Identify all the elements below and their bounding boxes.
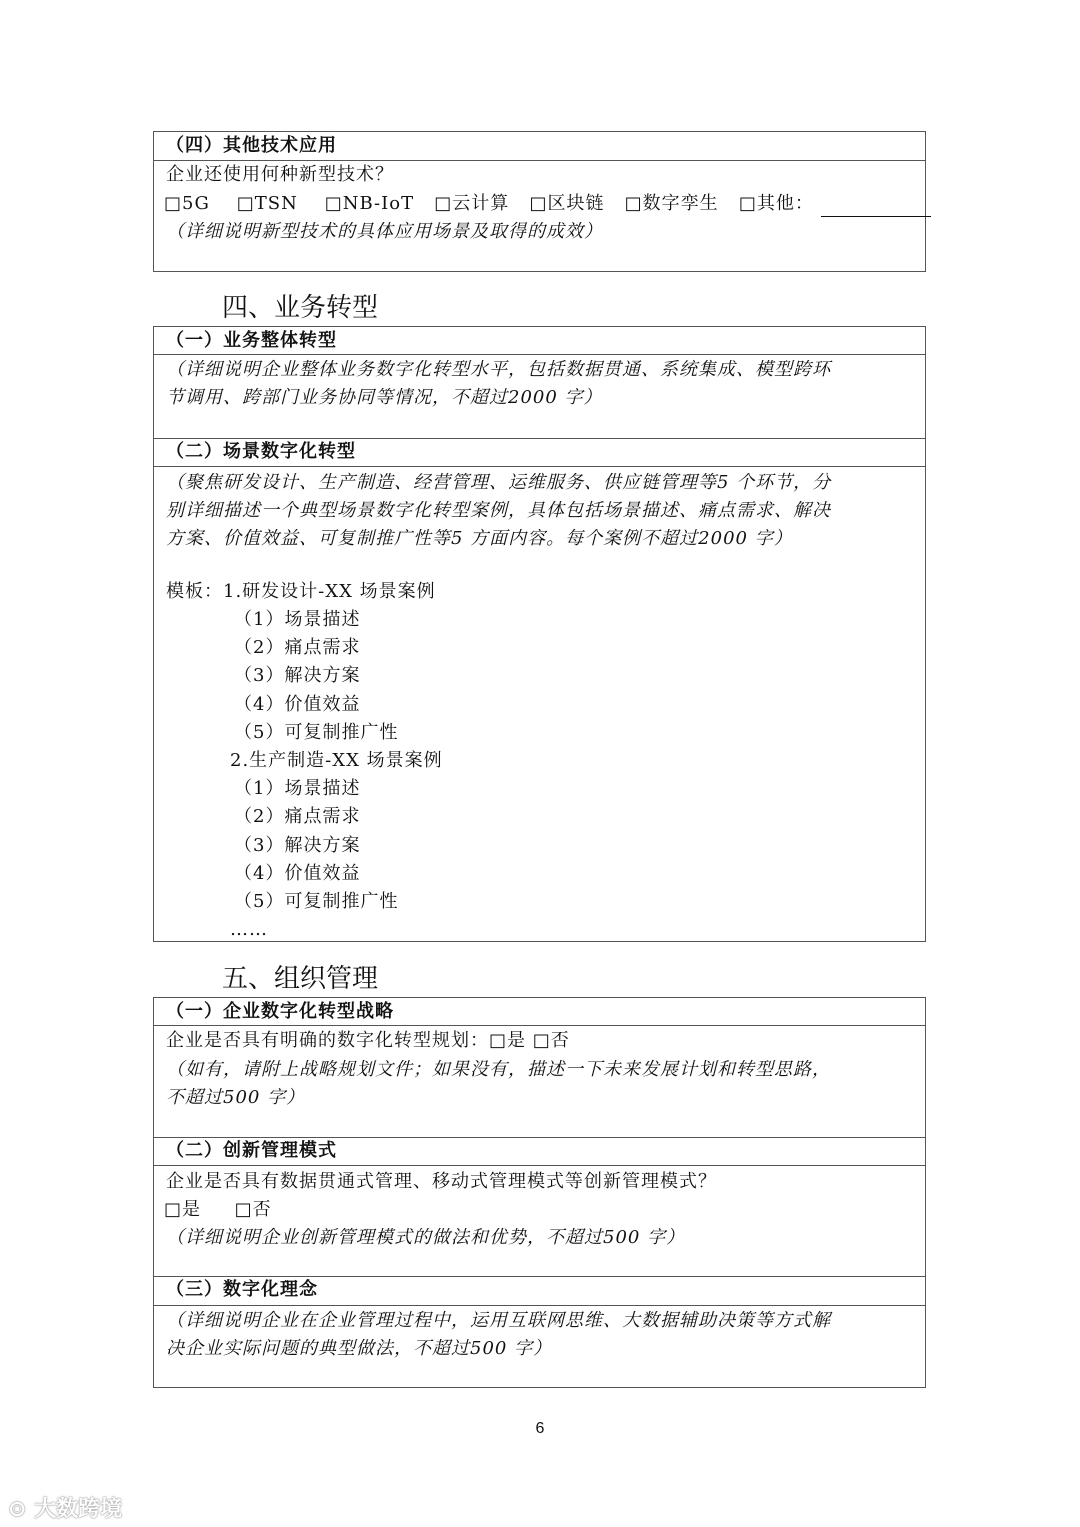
heading-business-transformation: 四、业务转型 xyxy=(222,293,379,323)
strategy-question[interactable]: 企业是否具有明确的数字化转型规划：□是 □否 xyxy=(166,1030,570,1051)
option-blockchain[interactable]: □区块链 xyxy=(529,193,605,214)
business-table xyxy=(153,326,926,942)
option-other[interactable]: □其他： xyxy=(738,193,814,214)
option-no[interactable]: □否 xyxy=(234,1199,272,1220)
case-label: 2.生产制造-XX 场景案例 xyxy=(230,750,443,771)
option-yes[interactable]: □是 xyxy=(164,1199,202,1220)
option-tsn[interactable]: □TSN xyxy=(236,193,298,214)
list-item: （2）痛点需求 xyxy=(234,806,361,827)
template-label: 模板：1.研发设计-XX 场景案例 xyxy=(166,581,436,602)
note-line: 决企业实际问题的典型做法，不超过500 字） xyxy=(166,1338,553,1359)
note-line: （如有，请附上战略规划文件；如果没有，描述一下未来发展计划和转型思路， xyxy=(166,1059,831,1080)
option-digital-twin[interactable]: □数字孪生 xyxy=(624,193,719,214)
list-item: （4）价值效益 xyxy=(234,694,361,715)
note-line: 别详细描述一个典型场景数字化转型案例，具体包括场景描述、痛点需求、解决 xyxy=(166,500,831,521)
section-header: （二）场景数字化转型 xyxy=(166,441,356,462)
list-item: （1）场景描述 xyxy=(234,778,361,799)
ellipsis: …… xyxy=(230,919,268,940)
mgmt-options xyxy=(164,1197,272,1223)
note-line: 节调用、跨部门业务协同等情况，不超过2000 字） xyxy=(166,387,603,408)
option-nbiot[interactable]: □NB-IoT xyxy=(324,193,415,214)
section-header: （一）企业数字化转型战略 xyxy=(166,1001,394,1022)
list-item: （4）价值效益 xyxy=(234,863,361,884)
section-header: （三）数字化理念 xyxy=(166,1279,318,1300)
section-header: （一）业务整体转型 xyxy=(166,330,337,351)
note-line: （详细说明企业整体业务数字化转型水平，包括数据贯通、系统集成、模型跨环 xyxy=(166,359,831,380)
watermark-text: 大数跨境 xyxy=(34,1497,123,1522)
note-line: （详细说明企业创新管理模式的做法和优势，不超过500 字） xyxy=(166,1227,686,1248)
watermark-logo: ⊙ 大数跨境 xyxy=(8,1497,123,1522)
note-line: （详细说明企业在企业管理过程中，运用互联网思维、大数据辅助决策等方式解 xyxy=(166,1310,831,1331)
note: （详细说明新型技术的具体应用场景及取得的成效） xyxy=(166,221,603,242)
list-item: （2）痛点需求 xyxy=(234,637,361,658)
other-blank-field[interactable] xyxy=(821,198,931,217)
list-item: （3）解决方案 xyxy=(234,835,361,856)
list-item: （3）解决方案 xyxy=(234,665,361,686)
note-line: 不超过500 字） xyxy=(166,1087,306,1108)
other-tech-table xyxy=(153,131,926,272)
list-item: （5）可复制推广性 xyxy=(234,722,399,743)
tech-options xyxy=(164,191,931,217)
question: 企业还使用何种新型技术？ xyxy=(166,164,394,185)
list-item: （5）可复制推广性 xyxy=(234,891,399,912)
option-cloud[interactable]: □云计算 xyxy=(434,193,510,214)
note-line: 方案、价值效益、可复制推广性等5 方面内容。每个案例不超过2000 字） xyxy=(166,528,793,549)
list-item: （1）场景描述 xyxy=(234,609,361,630)
section-header: （二）创新管理模式 xyxy=(166,1140,337,1161)
heading-org-management: 五、组织管理 xyxy=(222,964,379,994)
mgmt-question: 企业是否具有数据贯通式管理、移动式管理模式等创新管理模式？ xyxy=(166,1171,717,1192)
note-line: （聚焦研发设计、生产制造、经营管理、运维服务、供应链管理等5 个环节，分 xyxy=(166,472,832,493)
page-number: 6 xyxy=(535,1420,545,1437)
section-header: （四）其他技术应用 xyxy=(166,135,337,156)
option-5g[interactable]: □5G xyxy=(164,193,210,214)
org-table xyxy=(153,997,926,1388)
